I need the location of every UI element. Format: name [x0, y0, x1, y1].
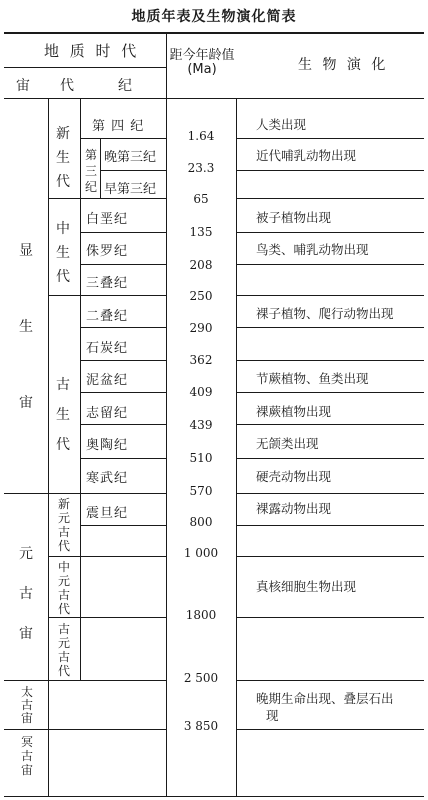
evolution-column-border — [236, 98, 237, 796]
era-neoproterozoic: 新元古代 — [57, 497, 70, 553]
evolution-event: 真核细胞生物出现 — [256, 579, 357, 594]
period-carboniferous: 石炭纪 — [86, 341, 129, 356]
age-value: 362 — [189, 353, 213, 367]
evo-sep-13 — [236, 525, 424, 526]
period-sep-8 — [80, 424, 166, 425]
evo-sep-15 — [236, 617, 424, 618]
evo-sep-3 — [236, 198, 424, 199]
period-sep-10 — [80, 525, 166, 526]
era-tertiary: 第三纪 — [84, 148, 97, 194]
period-sep-9 — [80, 458, 166, 459]
period-jurassic: 侏罗纪 — [86, 244, 129, 259]
eon-archean: 太古宙 — [20, 685, 33, 725]
period-sep-2 — [100, 170, 166, 171]
period-quaternary: 第 四 纪 — [92, 119, 145, 134]
evo-sep-12 — [236, 493, 424, 494]
era-paleoproterozoic: 古元古代 — [57, 622, 70, 678]
evolution-event: 鸟类、哺乳动物出现 — [256, 242, 369, 257]
tertiary-column-border — [100, 138, 101, 198]
evolution-event: 人类出现 — [256, 117, 307, 132]
era-cenozoic: 新生代 — [56, 126, 70, 190]
eon-sep-archean — [4, 729, 166, 730]
age-value: 208 — [189, 258, 213, 272]
eon-hadean: 冥古宙 — [20, 735, 33, 777]
era-sep-cenozoic — [48, 198, 166, 199]
eon-phanerozoic: 显生宙 — [19, 243, 33, 411]
period-triassic: 三叠纪 — [86, 276, 129, 291]
evo-sep-5 — [236, 264, 424, 265]
age-value: 1800 — [185, 608, 217, 622]
evo-sep-11 — [236, 458, 424, 459]
header-period: 纪 — [118, 78, 133, 94]
age-value: 439 — [189, 418, 213, 432]
period-sinian: 震旦纪 — [86, 506, 129, 521]
period-permian: 二叠纪 — [86, 309, 129, 324]
evolution-event: 节蕨植物、鱼类出现 — [256, 371, 369, 386]
age-value: 510 — [189, 451, 213, 465]
evo-sep-1 — [236, 138, 424, 139]
age-value: 409 — [189, 385, 213, 399]
header-era: 代 — [60, 78, 75, 94]
era-sep-neoproterozoic — [48, 556, 166, 557]
evolution-event: 裸子植物、爬行动物出现 — [256, 306, 394, 321]
era-sep-mesozoic — [48, 295, 166, 296]
evo-sep-9 — [236, 392, 424, 393]
evolution-event: 裸蕨植物出现 — [256, 404, 332, 419]
age-value: 570 — [189, 484, 213, 498]
evo-sep-14 — [236, 556, 424, 557]
period-paleogene: 早第三纪 — [104, 182, 157, 197]
age-value: 1 000 — [183, 546, 219, 560]
evo-sep-2 — [236, 170, 424, 171]
period-neogene: 晚第三纪 — [104, 150, 157, 165]
age-value: 290 — [189, 321, 213, 335]
evolution-event: 近代哺乳动物出现 — [256, 148, 357, 163]
period-sep-1 — [80, 138, 166, 139]
header-divider — [4, 67, 166, 68]
age-value: 2 500 — [183, 671, 219, 685]
age-value: 135 — [189, 225, 213, 239]
eon-column-border — [48, 98, 49, 796]
evolution-event: 晚期生命出现、叠层石出 — [256, 691, 394, 706]
header-age-line2: (Ma) — [187, 62, 217, 77]
period-sep-7 — [80, 392, 166, 393]
period-cambrian: 寒武纪 — [86, 471, 129, 486]
header-evolution: 生 物 演 化 — [298, 57, 389, 73]
age-value: 65 — [193, 192, 209, 206]
era-column-border — [80, 98, 81, 680]
evo-sep-8 — [236, 360, 424, 361]
header-age-line1: 距今年龄值 — [169, 48, 235, 63]
period-sep-3 — [80, 232, 166, 233]
age-value: 3 850 — [183, 719, 219, 733]
evo-sep-16 — [236, 680, 424, 681]
period-cretaceous: 白垩纪 — [86, 212, 129, 227]
header-eon: 宙 — [16, 78, 31, 94]
page-title: 地质年表及生物演化简表 — [131, 9, 297, 25]
evo-sep-17 — [236, 729, 424, 730]
period-devonian: 泥盆纪 — [86, 373, 129, 388]
table-bottom-border — [4, 796, 424, 797]
age-value: 1.64 — [187, 129, 215, 143]
evo-sep-6 — [236, 295, 424, 296]
eon-proterozoic: 元古宙 — [19, 546, 33, 642]
period-silurian: 志留纪 — [86, 406, 129, 421]
evolution-event: 无颌类出现 — [256, 436, 319, 451]
header-geologic-time: 地 质 时 代 — [44, 42, 140, 60]
era-sep-mesoproterozoic — [48, 617, 166, 618]
age-value: 800 — [189, 515, 213, 529]
period-ordovician: 奥陶纪 — [86, 438, 129, 453]
eon-sep-phanerozoic — [4, 493, 166, 494]
header-bottom-border — [4, 98, 424, 99]
table-top-border — [4, 32, 424, 34]
era-mesozoic: 中生代 — [56, 221, 70, 285]
evo-sep-10 — [236, 424, 424, 425]
period-sep-4 — [80, 264, 166, 265]
period-sep-6 — [80, 360, 166, 361]
era-paleozoic: 古生代 — [56, 377, 70, 453]
eon-sep-proterozoic — [4, 680, 166, 681]
evolution-event: 裸露动物出现 — [256, 501, 332, 516]
evolution-event: 现 — [266, 708, 279, 723]
era-mesoproterozoic: 中元古代 — [57, 560, 70, 616]
period-sep-5 — [80, 327, 166, 328]
evo-sep-4 — [236, 232, 424, 233]
evolution-event: 被子植物出现 — [256, 210, 332, 225]
evolution-event: 硬壳动物出现 — [256, 469, 332, 484]
evo-sep-7 — [236, 327, 424, 328]
age-value: 23.3 — [187, 161, 215, 175]
age-value: 250 — [189, 289, 213, 303]
